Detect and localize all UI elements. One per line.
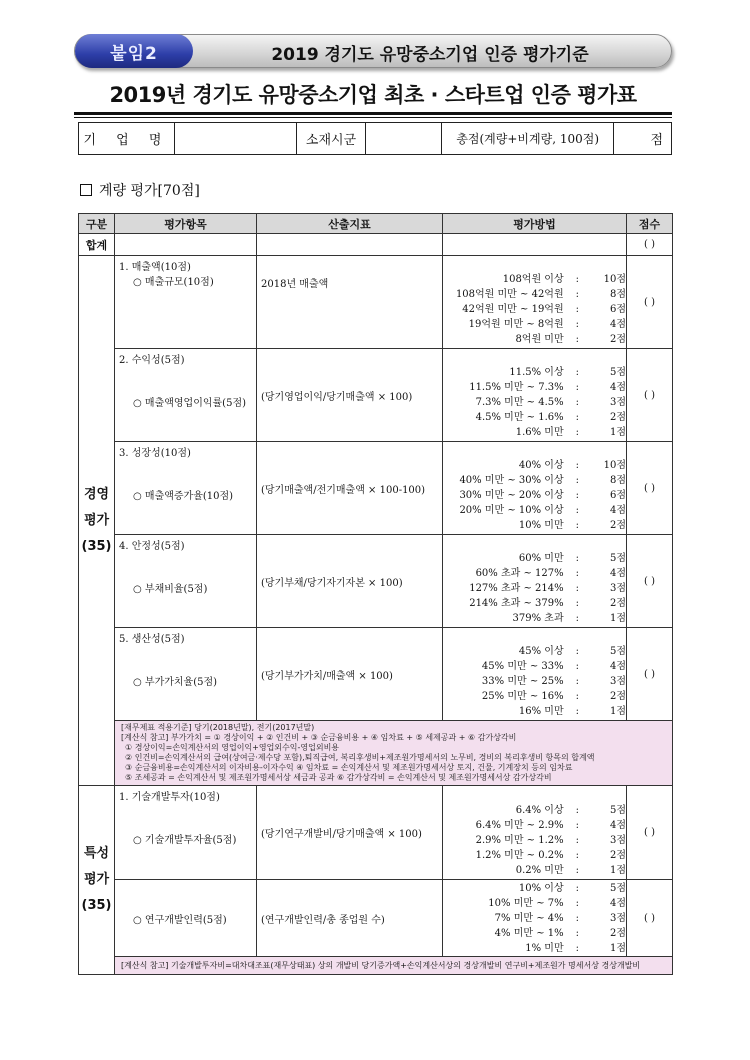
group-management: 경영 평가 (35) [79,256,115,786]
method-line: 40% 이상 : 10점 [518,460,626,471]
item-sales: 1. 매출액(10점) ○ 매출규모(10점) [115,256,257,349]
company-info-table [78,122,672,155]
formula-stability: (당기부채/당기자기자본 × 100) [257,535,443,628]
score-field-productivity[interactable]: ( ) [627,628,673,721]
method-rnd-investment [443,786,627,880]
header-method: 평가방법 [443,214,627,234]
method-line: 7.3% 미만 ~ 4.5% : 3점 [475,397,626,408]
method-line: 11.5% 미만 ~ 7.3% : 4점 [469,382,626,393]
method-line: 1% 미만 : 1점 [525,942,626,954]
method-line: 30% 미만 ~ 20% 이상 : 6점 [459,490,626,501]
item-stability: 4. 안정성(5점) ○ 부채비율(5점) [115,535,257,628]
method-line: 4.5% 미만 ~ 1.6% : 2점 [475,412,626,423]
method-line: 1.2% 미만 ~ 0.2% : 2점 [475,850,626,861]
method-line: 20% 미만 ~ 10% 이상 : 4점 [459,505,626,516]
group-characteristics: 특성 평가 (35) [79,786,115,975]
sum-label: 합계 [79,234,115,256]
method-line: 108억원 미만 ~ 42억원 : 8점 [455,289,626,300]
method-line: 11.5% 이상 : 5점 [509,367,626,378]
banner-title: 2019 경기도 유망중소기업 인증 평가기준 [271,44,589,65]
method-line: 40% 미만 ~ 30% 이상 : 8점 [459,475,626,486]
score-field-growth[interactable]: ( ) [627,442,673,535]
method-line: 16% 미만 : 1점 [518,706,626,717]
formula-profitability: (당기영업이익/당기매출액 × 100) [257,349,443,442]
method-line: 6.4% 이상 : 5점 [515,805,626,816]
method-line: 2.9% 미만 ~ 1.2% : 3점 [475,835,626,846]
formula-productivity: (당기부가가치/매출액 × 100) [257,628,443,721]
formula-sales: 2018년 매출액 [257,256,443,349]
method-line: 108억원 이상 : 10점 [502,274,626,285]
method-line: 33% 미만 ~ 25% : 3점 [481,676,626,687]
method-line: 60% 초과 ~ 127% : 4점 [475,568,626,579]
financial-notes: [재무제표 적용기준] 당기(2018년말), 전기(2017년말) [계산식 참고] 부가가치 = ① 경상이익 + ② 인건비 + ③ 순금융비용 + ④ 임차료 + ⑤ 세제공과 + ⑥ 감가상각비 ① 경상이익=손익계산서의 영업이익+영업외수익-영업외비용 ② 인건비=손익계산서의 급여(상여금·제수당 포함),퇴직급여, 복리후생비+제조원가명세서의 노무비, 경비의 복리후생비 항목의 합계액 ③ 순금융비용=손익계산서의 이자비용-이자수익 ④ 임차료 = 손익계산서 및 제조원가명세서상 토지, 건물, 기계장치 등의 임차료 ⑤ 조세공과 = 손익계산서 및 제조원가명세서상 세금과 공과 ⑥ 감가상각비 = 손익계산서 및 제조원가명세서상 감가상각비 [115,721,673,786]
method-line: 127% 초과 ~ 214% : 3점 [469,583,626,594]
checkbox-square-icon [80,184,92,196]
total-score-field[interactable]: 점 [614,123,672,155]
method-line: 19억원 미만 ~ 8억원 : 4점 [468,319,626,330]
method-line: 4% 미만 ~ 1% : 2점 [494,927,626,939]
method-line: 214% 초과 ~ 379% : 2점 [469,598,626,609]
title-underline-thick [74,112,672,115]
section-heading [80,180,200,200]
page-title: 2019년 경기도 유망중소기업 최초 · 스타트업 인증 평가표 [109,83,637,107]
score-field-rnd-investment[interactable]: ( ) [627,786,673,880]
item-rnd-investment: 1. 기술개발투자(10점) ○ 기술개발투자율(5점) [115,786,257,880]
method-line: 25% 미만 ~ 16% : 2점 [481,691,626,702]
method-profitability [443,349,627,442]
method-line: 42억원 미만 ~ 19억원 : 6점 [462,304,626,315]
method-line: 10% 미만 ~ 7% : 4점 [488,897,626,909]
method-line: 45% 미만 ~ 33% : 4점 [481,661,626,672]
method-growth [443,442,627,535]
method-rnd-staff [443,880,627,957]
header-item: 평가항목 [115,214,257,234]
total-score-label: 총점(계량+비계량, 100점) [442,123,614,155]
score-field-stability[interactable]: ( ) [627,535,673,628]
formula-rnd-staff: (연구개발인력/총 종업원 수) [257,880,443,957]
method-line: 379% 초과 : 1점 [512,613,626,624]
header-banner [74,34,672,68]
method-line: 7% 미만 ~ 4% : 3점 [494,912,626,924]
method-line: 8억원 미만 : 2점 [515,334,626,345]
method-line: 45% 이상 : 5점 [518,646,626,657]
score-field-sales[interactable]: ( ) [627,256,673,349]
method-stability [443,535,627,628]
header-indicator: 산출지표 [257,214,443,234]
method-productivity [443,628,627,721]
item-rnd-staff: ○ 연구개발인력(5점) [115,880,257,957]
method-line: 0.2% 미만 : 1점 [515,865,626,876]
method-line: 1.6% 미만 : 1점 [515,427,626,438]
method-line: 60% 미만 : 5점 [518,553,626,564]
method-line: 6.4% 미만 ~ 2.9% : 4점 [475,820,626,831]
region-field[interactable] [366,123,442,155]
attachment-tag: 붙임2 [75,34,193,68]
item-productivity: 5. 생산성(5점) ○ 부가가치율(5점) [115,628,257,721]
sum-score-field[interactable]: ( ) [627,234,673,256]
rnd-note: [계산식 참고] 기술개발투자비=대차대조표(재무상태표) 상의 개발비 당기증가액+손익계산서상의 경상개발비 연구비+제조원가 명세서상 경상개발비 [115,957,673,975]
company-name-field[interactable] [174,123,296,155]
method-line: 10% 이상 : 5점 [518,882,626,894]
method-sales [443,256,627,349]
formula-growth: (당기매출액/전기매출액 × 100-100) [257,442,443,535]
score-field-rnd-staff[interactable]: ( ) [627,880,673,957]
item-growth: 3. 성장성(10점) ○ 매출액증가율(10점) [115,442,257,535]
item-profitability: 2. 수익성(5점) ○ 매출액영업이익률(5점) [115,349,257,442]
formula-rnd-investment: (당기연구개발비/당기매출액 × 100) [257,786,443,880]
score-field-profitability[interactable]: ( ) [627,349,673,442]
header-score: 점수 [627,214,673,234]
header-category: 구분 [79,214,115,234]
title-underline-thin [74,117,672,118]
evaluation-table [78,213,673,975]
method-line: 10% 미만 : 2점 [518,520,626,531]
company-name-label: 기 업 명 [79,123,175,155]
section-title: 계량 평가[70점] [99,183,200,199]
region-label: 소재시군 [296,123,366,155]
